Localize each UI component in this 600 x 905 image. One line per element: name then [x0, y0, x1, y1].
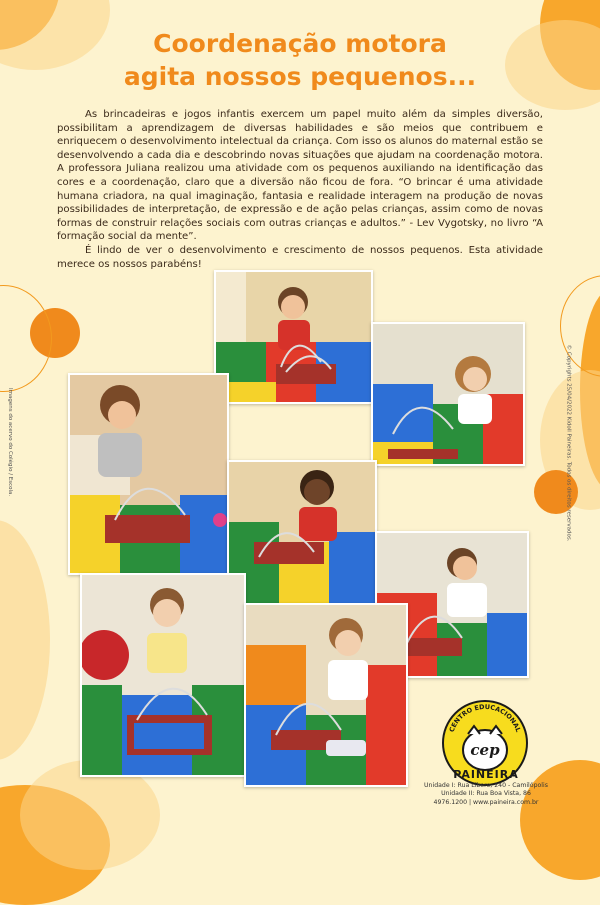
left-ring	[0, 285, 52, 392]
photo-child-bottom-center	[244, 603, 408, 787]
paragraph: As brincadeiras e jogos infantis exercem um papel muito além da simples diversão, possibilitam a aprendizagem de diversas habilidades e são meios que contribuem e enriquecem o desenvolvimento intelectual da criança. Com isso os alunos do maternal estão se desenvolvendo a cada dia e descobrindo novas situações que ajudam na coordenação motora. A professora Juliana realizou uma atividade com os pequenos auxiliando na identificação das cores e a coordenação, claro que a diversão não ficou de fora. “O brincar é uma atividade humana criadora, na qual imaginação, fantasia e realidade interagem na produção de novas possibilidades de interpretação, de expressão e de ação pelas crianças, assim como de novas formas de construir relações sociais com outras crianças e adultos.” - Lev Vygotsky, no livro “A formação social da mente”.	[57, 109, 543, 243]
logo-wordmark: PAINEIRA	[453, 768, 519, 781]
photo-scene	[82, 575, 244, 775]
article-body	[57, 108, 543, 271]
page-title-line-1: Coordenação motora	[153, 29, 447, 58]
right-copyright-note: © Copyrights 25/04/2022 Kidoll Paineiras. Todos os direitos reservados.	[565, 344, 572, 542]
photo-scene	[70, 375, 227, 573]
logo-monogram: cep	[470, 741, 500, 759]
left-blob-light	[0, 520, 50, 760]
photo-scene	[373, 324, 523, 464]
left-image-credit: Imagens do acervo do Colégio / Escola.	[7, 388, 13, 497]
photo-scene	[246, 605, 406, 785]
address-unit-1: Unidade I: Rua Líbero, 240 - Camilópolis	[424, 782, 548, 789]
page-title-line-2: agita nossos pequenos...	[123, 62, 477, 91]
photo-scene	[229, 462, 375, 610]
photo-child-bottom-left	[80, 573, 246, 777]
photo-child-mid-left	[68, 373, 229, 575]
paragraph: É lindo de ver o desenvolvimento e crescimento de nossos pequenos. Esta atividade merece os nossos parabéns!	[57, 244, 543, 270]
logo-arc-text: CENTRO EDUCACIONAL	[447, 702, 523, 734]
photo-child-top-center	[214, 270, 373, 404]
photo-child-top-right	[371, 322, 525, 466]
address-unit-2: Unidade II: Rua Boa Vista, 86	[441, 790, 531, 798]
contact-footer	[412, 782, 560, 807]
photo-child-center	[227, 460, 377, 612]
phone-website: 4976.1200 | www.paineira.com.br	[433, 798, 539, 806]
photo-scene	[216, 272, 371, 402]
